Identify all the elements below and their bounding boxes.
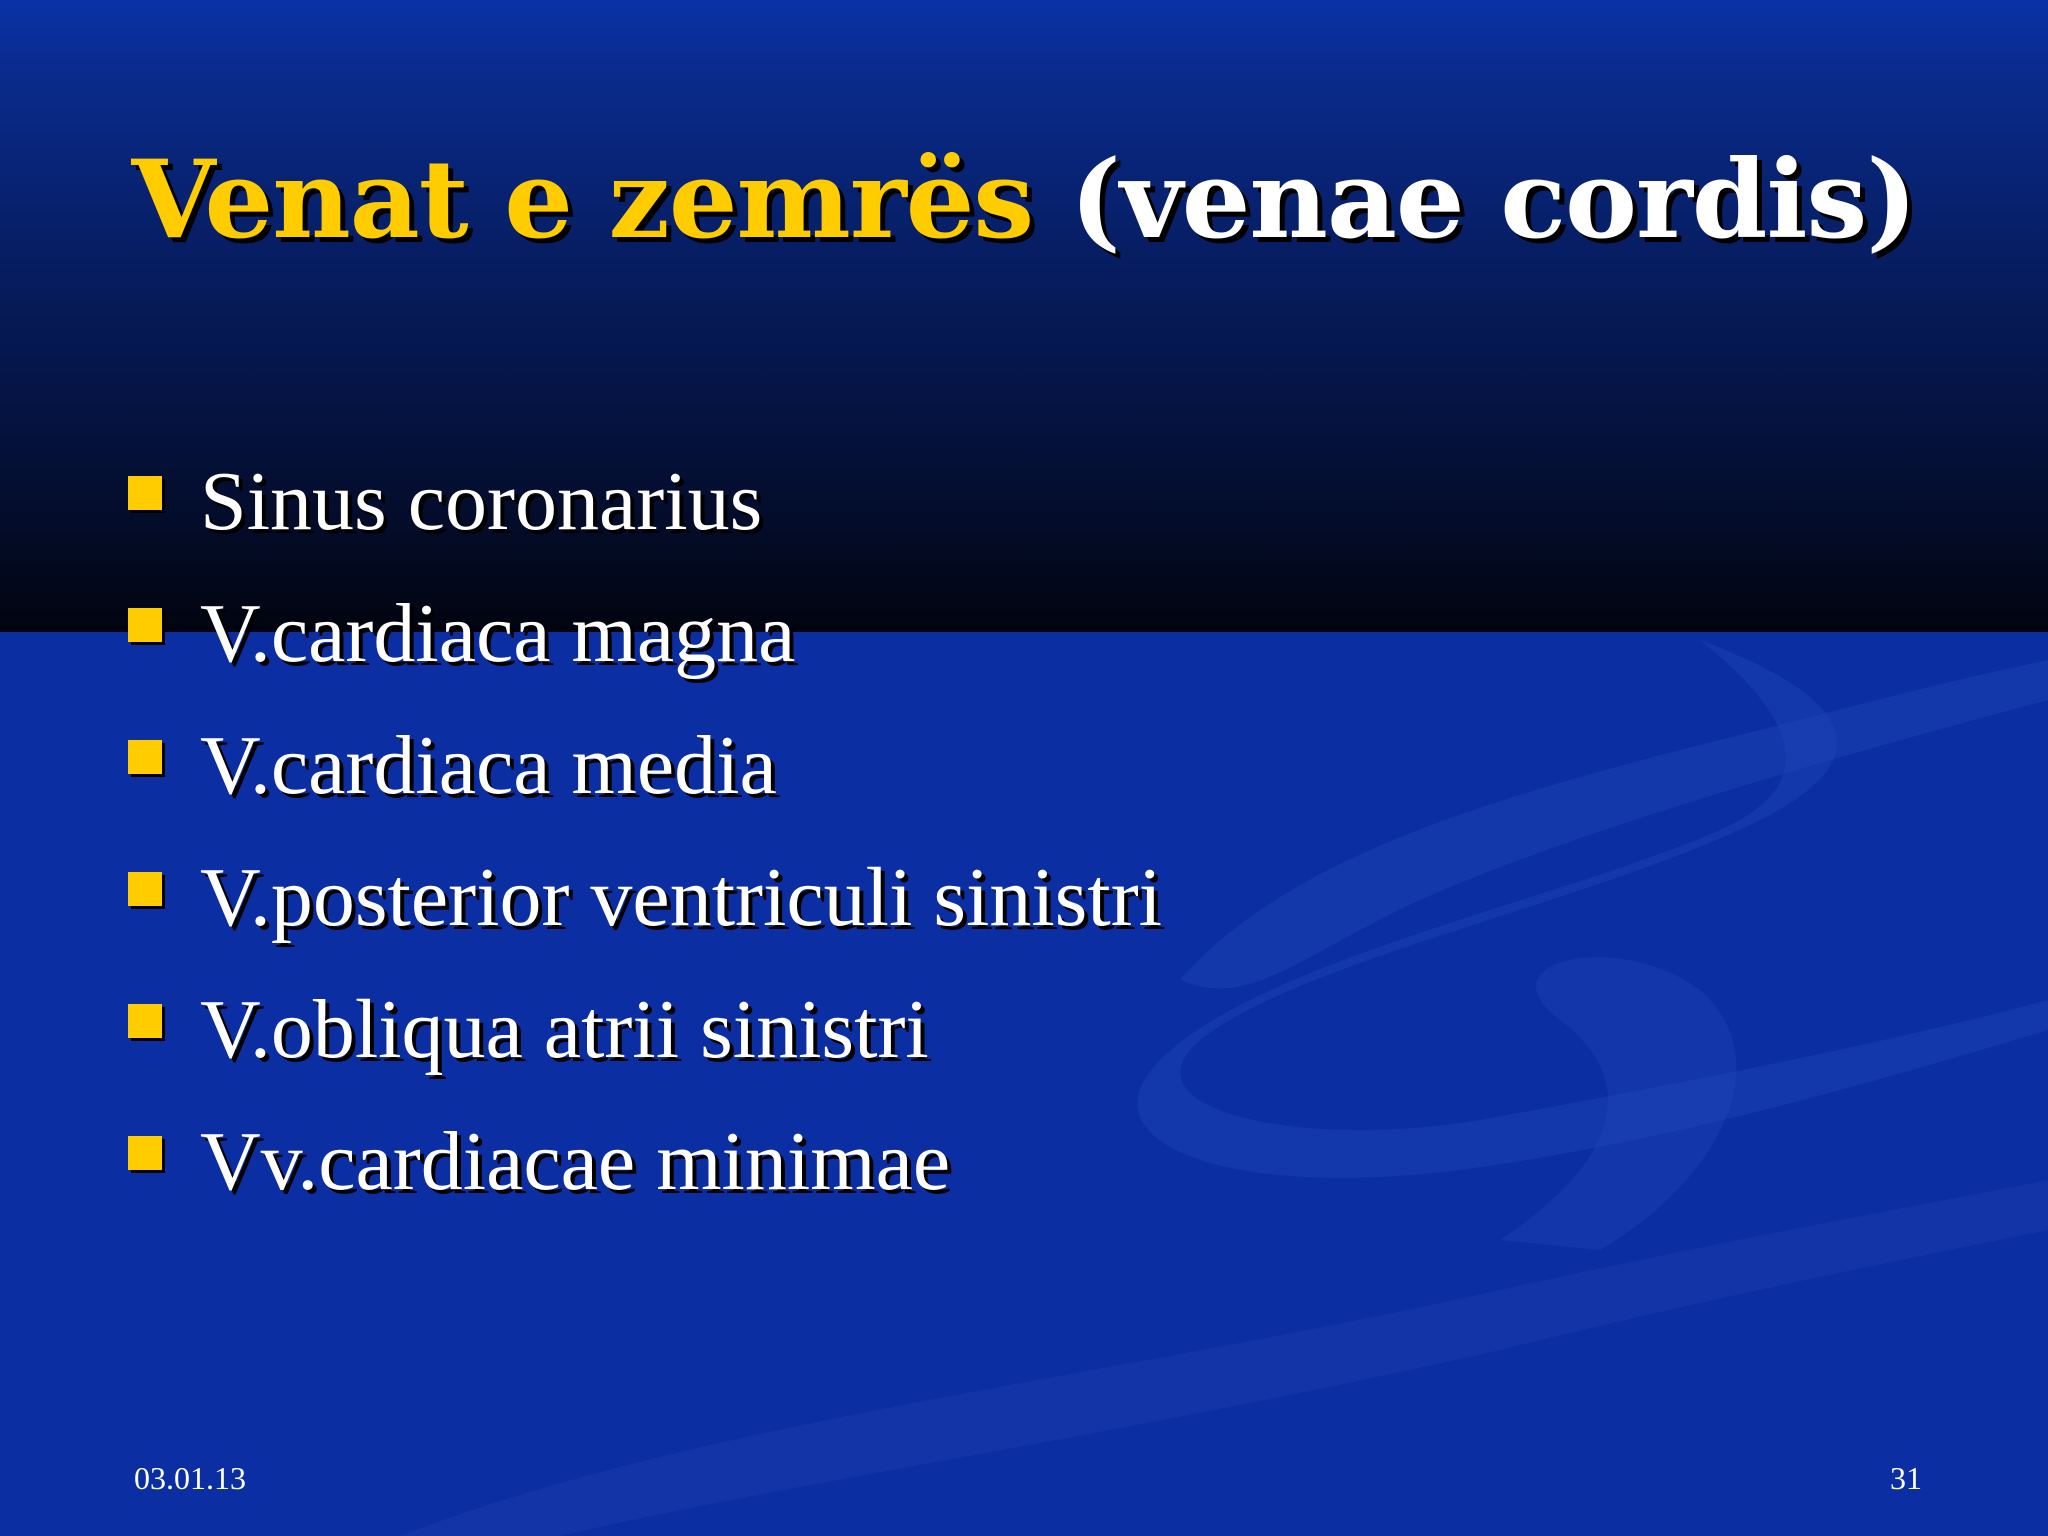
footer-date: 03.01.13 [134, 1460, 246, 1496]
footer-page-number: 31 [1890, 1460, 1922, 1496]
list-item [128, 968, 1828, 1100]
square-bullet-icon [128, 608, 162, 642]
square-bullet-icon [128, 740, 162, 774]
list-item-text: Vv.cardiacae minimae [200, 1115, 951, 1208]
slide-title [0, 130, 2048, 270]
square-bullet-icon [128, 872, 162, 906]
list-item-text: V.obliqua atrii sinistri [200, 983, 929, 1076]
list-item [128, 440, 1828, 572]
list-item [128, 1100, 1828, 1232]
slide-title-highlight: Venat e zemrës [131, 137, 1034, 263]
slide-title-latin: (venae cordis) [1069, 137, 1917, 263]
list-item [128, 572, 1828, 704]
square-bullet-icon [128, 1004, 162, 1038]
bullet-list [128, 440, 1828, 1232]
list-item-text: V.cardiaca media [200, 719, 777, 812]
square-bullet-icon [128, 476, 162, 510]
square-bullet-icon [128, 1136, 162, 1170]
list-item-text: V.cardiaca magna [200, 587, 796, 680]
list-item-text: Sinus coronarius [200, 455, 763, 548]
list-item [128, 836, 1828, 968]
list-item-text: V.posterior ventriculi sinistri [200, 851, 1163, 944]
list-item [128, 704, 1828, 836]
